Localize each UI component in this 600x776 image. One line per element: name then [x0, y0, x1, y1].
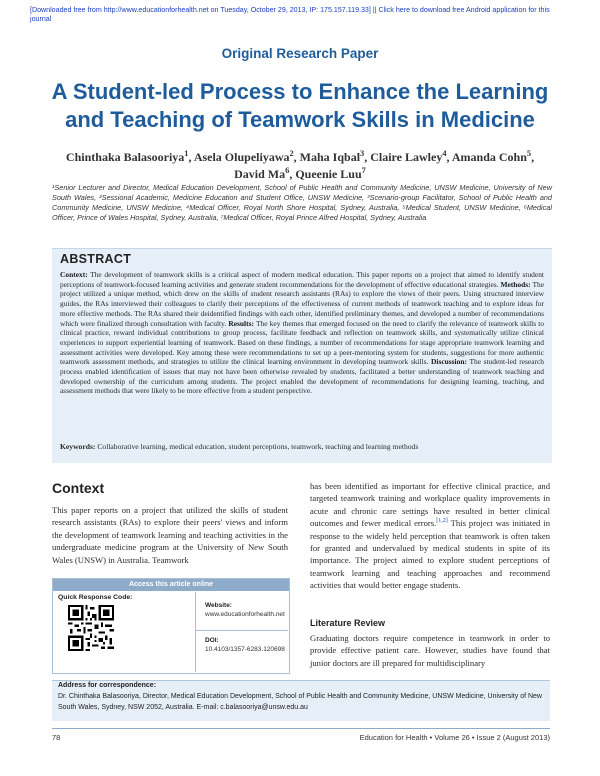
abstract-methods: The project utilized a unique method, which drew on the skills of student research assistants (RAs) to explore the views of their peers. Using structured interview guides, the RAs interviewed their colleagues to clarify their perceptions of the effectiveness of current methods of teamwork teaching and to explore ideas for more effective methods. The RAs shared their deidentified findings with each other, identified preliminary themes, and developed a number of recommendations which were finalized through consultation with faculty. [60, 279, 545, 328]
abstract-context-label: Context: [60, 270, 88, 279]
context-right-column [310, 480, 550, 592]
access-box-divider [195, 592, 196, 672]
abstract-text [60, 270, 544, 396]
access-box-divider [196, 630, 288, 631]
download-notice-line1[interactable]: [Downloaded free from http://www.educationforhealth.net on Tuesday, October 29, 2013, IP: 175.157.119.33] || Click here to download free Android application for this [30, 6, 550, 14]
qr-code-label: Quick Response Code: [58, 594, 133, 601]
paper-type-label: Original Research Paper [221, 46, 379, 61]
website-label: Website: [205, 602, 232, 609]
citation-ref[interactable]: [1,2] [436, 518, 448, 525]
literature-review-text: Graduating doctors require competence in teamwork in order to provide effective patient care. However, studies have found that junior doctors are ill prepared for multidisciplinary [310, 633, 550, 668]
literature-review-heading: Literature Review [310, 618, 386, 628]
context-right-text-cont: This project was initiated in response to the widely held perception that teamwork is often taken for granted and undervalued by medical students in spite of its importance. The project aimed to explore student perceptions of teamwork learning and teaching approaches and recommend activities that would better engage students. [310, 518, 550, 591]
context-heading: Context [52, 480, 105, 496]
abstract-context: The development of teamwork skills is a critical aspect of modern medical education. This paper reports on a project that aimed to identify student perceptions of teamwork-focused learning activities and generate student recommendations for the development of effective educational strategies. [60, 270, 544, 289]
author: Asela Olupeliyawa$^2$, [193, 149, 300, 164]
context-left-column: This paper reports on a project that utilized the skills of student research assistants (RAs) to explore their peers' views and inform the development of teamwork learning and teaching activities in the undergraduate medicine program at the University of New South Wales (UNSW) in Australia. Teamwork [52, 505, 288, 565]
author: Chinthaka Balasooriya$^1$, [65, 149, 194, 164]
author: Claire Lawley$^4$, [370, 149, 452, 164]
correspondence-heading: Address for correspondence: [58, 682, 157, 689]
qr-code-icon[interactable] [68, 605, 114, 651]
abstract-heading: ABSTRACT [60, 252, 132, 266]
abstract-methods-label: Methods: [500, 279, 531, 289]
abstract-results: The key themes that emerged focused on the need to clarify the relevance of teamwork skills to clinical practice, reward individual contributions to group process, facilitate feedback and reflection on teamwork skills, and systematically utilize clinical experiences to support experiential learning of teamwork. Based on these findings, a number of recommendations for stage appropriate teamwork learning and assessment activities were developed. Key among these were recommendations to set up a peer-mentoring system for students, suggestions for more authentic teamwork assessment methods, and strategies to utilize the clinical learning environment in developing teamwork skills. [60, 318, 545, 367]
author-list [50, 149, 550, 183]
footer-divider [52, 728, 550, 729]
abstract-discussion-label: Discussion: [431, 357, 467, 367]
access-box-title: Access this article online [53, 579, 289, 591]
keywords-label: Keywords: [60, 442, 96, 451]
paper-title: A Student-led Process to Enhance the Learning and Teaching of Teamwork Skills in Medicine [51, 79, 549, 132]
download-notice-line2[interactable]: journal [30, 15, 52, 23]
correspondence-text: Dr. Chinthaka Balasooriya, Director, Medical Education Development, School of Public Health and Community Medicine, UNSW Medicine, University of New South Wales, Sydney, NSW 2052, Australia. E-mail: c.balasooriya@unsw.edu.au [58, 693, 542, 711]
doi-value[interactable]: 10.4103/1357-6283.120698 [205, 646, 285, 653]
abstract-results-label: Results: [228, 318, 254, 328]
abstract-discussion: The student-led research process enabled identification of issues that may not have been otherwise revealed by students, facilitated a better understanding of teamwork teaching and developed ownership of the curriculum among students. The project enabled the development of recommendations for designing learning, teaching, and assessment methods that were likely to be more effective from a student perspective. [60, 357, 545, 396]
journal-info: Education for Health • Volume 26 • Issue 2 (August 2013) [359, 733, 550, 742]
website-link[interactable]: www.educationforhealth.net [205, 611, 285, 618]
doi-label: DOI: [205, 637, 219, 644]
affiliations: ¹Senior Lecturer and Director, Medical Education Development, School of Public Health and Community Medicine, UNSW Medicine, University of New South Wales, ²Sessional Academic, Medicine Education and Student Office, UNSW Medicine, ³Scenario-group Facilitator, School of Public Health and Community Medicine, UNSW Medicine, ⁴Medical Officer, Royal North Shore Hospital, Sydney, Australia, ⁵Medical Student, UNSW Medicine, ⁶Medical Officer, Prince of Wales Hospital, Sydney, Australia, ⁷Medical Officer, Royal Prince Alfred Hospital, Sydney, Australia [52, 183, 552, 222]
author: Maha Iqbal$^3$, [299, 149, 371, 164]
author: Queenie Luu$^7$ [295, 166, 366, 181]
keywords-text: Collaborative learning, medical education, student perceptions, teamwork, teaching and learning methods [97, 442, 419, 451]
context-right-text: has been identified as important for effective clinical practice, and targeted teamwork training and workplace quality improvements in acute and chronic care settings have resulted in better clinical outcomes and fewer medical errors. [310, 481, 550, 529]
page-number: 78 [52, 733, 61, 742]
keywords [60, 442, 544, 451]
author: David Ma$^6$, [234, 166, 296, 181]
author: Amanda Cohn$^5$, [451, 149, 535, 164]
download-notice[interactable] [30, 6, 600, 24]
